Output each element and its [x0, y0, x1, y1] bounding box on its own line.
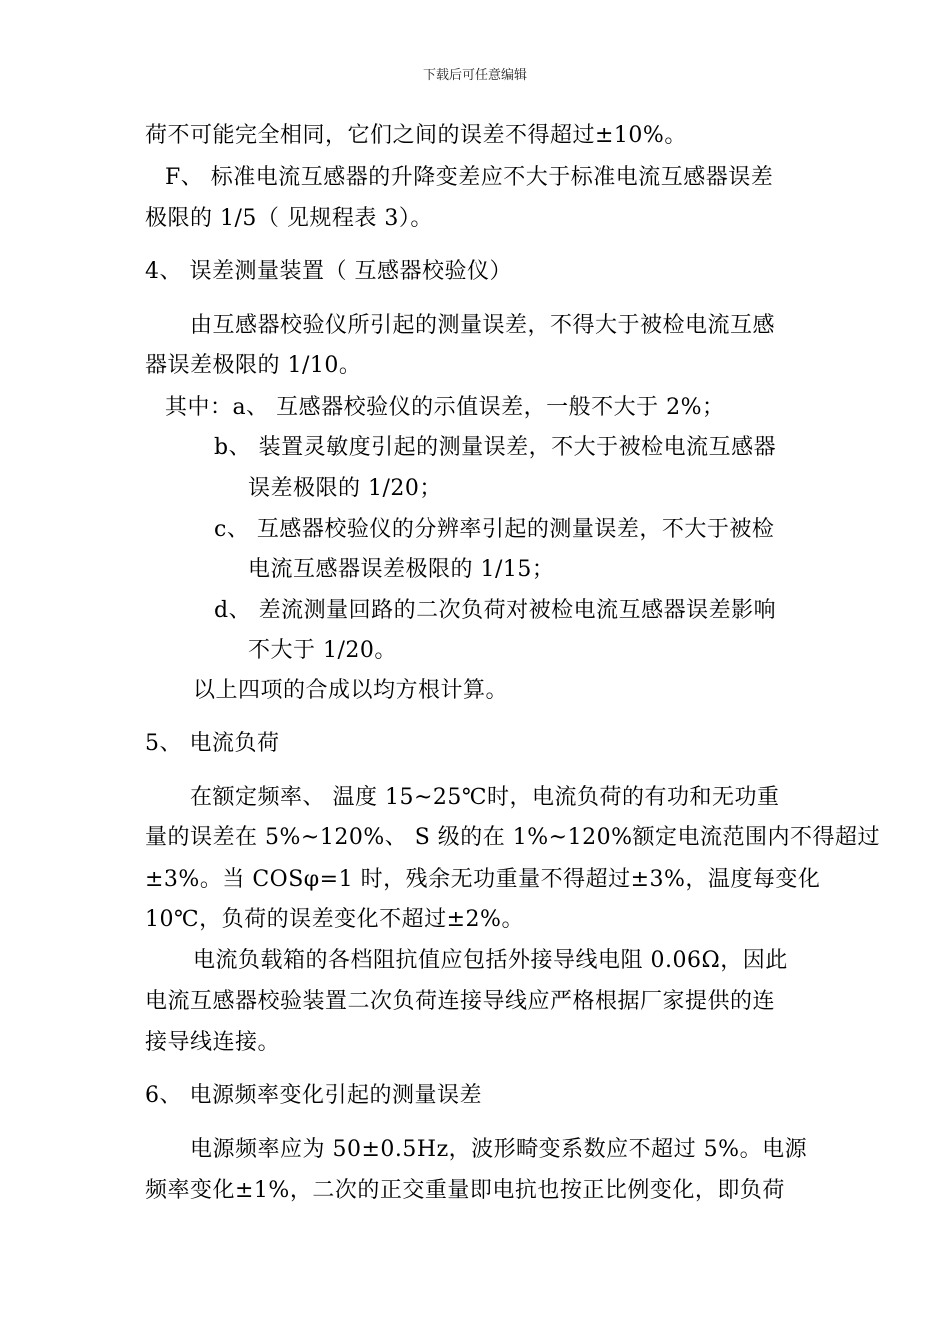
text-line: 误差极限的 1/20； — [248, 476, 442, 501]
text-line: 电流负载箱的各档阻抗值应包括外接导线电阻 0.06Ω，因此 — [193, 948, 788, 973]
list-item: 其中：a、 互感器校验仪的示值误差，一般不大于 2%； — [165, 395, 725, 420]
text-line: ±3%。当 COSφ=1 时，残余无功重量不得超过±3%，温度每变化 — [145, 867, 821, 892]
section-heading: 6、 电源频率变化引起的测量误差 — [145, 1083, 482, 1108]
text-line: 量的误差在 5%~120%、 S 级的在 1%~120%额定电流范围内不得超过 — [145, 825, 881, 850]
text-line: 以上四项的合成以均方根计算。 — [193, 678, 509, 703]
text-line: 由互感器校验仪所引起的测量误差，不得大于被检电流互感 — [190, 313, 776, 338]
list-item: b、 装置灵敏度引起的测量误差，不大于被检电流互感器 — [214, 435, 777, 460]
text-line: 电源频率应为 50±0.5Hz，波形畸变系数应不超过 5%。电源 — [190, 1137, 808, 1162]
text-line: 在额定频率、 温度 15~25℃时，电流负荷的有功和无功重 — [190, 785, 780, 810]
text-line: 10℃，负荷的误差变化不超过±2%。 — [145, 907, 524, 932]
page-header-note: 下载后可任意编辑 — [422, 68, 527, 83]
section-heading: 5、 电流负荷 — [145, 731, 280, 756]
text-line: 荷不可能完全相同，它们之间的误差不得超过±10%。 — [145, 123, 687, 148]
text-line: 电流互感器校验装置二次负荷连接导线应严格根据厂家提供的连 — [145, 989, 776, 1014]
text-line: 不大于 1/20。 — [248, 638, 397, 663]
text-line: 器误差极限的 1/10。 — [145, 353, 362, 378]
text-line: 频率变化±1%，二次的正交重量即电抗也按正比例变化，即负荷 — [145, 1178, 785, 1203]
list-item: c、 互感器校验仪的分辨率引起的测量误差，不大于被检 — [214, 517, 775, 542]
text-line: 接导线连接。 — [145, 1030, 281, 1055]
text-line: 电流互感器误差极限的 1/15； — [248, 557, 555, 582]
section-heading: 4、 误差测量装置（ 互感器校验仪） — [145, 259, 512, 284]
text-line: 极限的 1/5（ 见规程表 3）。 — [145, 206, 433, 231]
list-item: d、 差流测量回路的二次负荷对被检电流互感器误差影响 — [214, 598, 777, 623]
text-line: F、 标准电流互感器的升降变差应不大于标准电流互感器误差 — [165, 165, 774, 190]
